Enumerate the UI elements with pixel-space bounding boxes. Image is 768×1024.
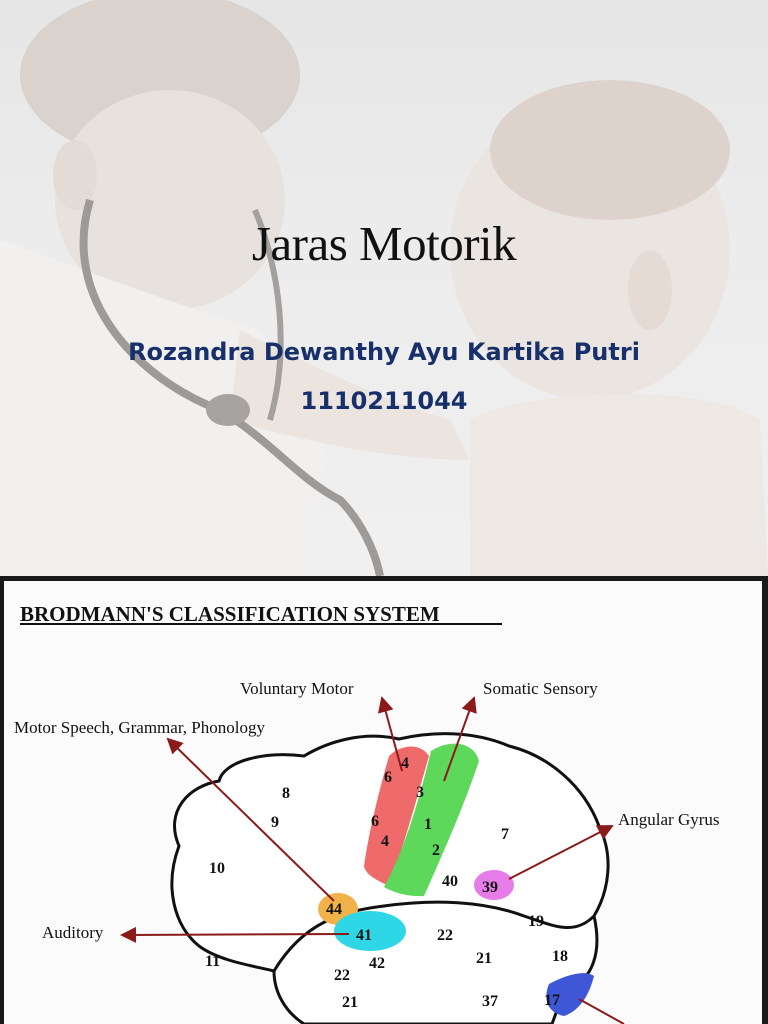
brodmann-slide [0,576,768,1024]
area-4-top: 4 [401,755,409,772]
area-4: 4 [381,833,389,850]
visual-arrow [579,999,624,1024]
auditory-arrow [122,934,349,935]
author-name: Rozandra Dewanthy Ayu Kartika Putri [128,338,640,366]
area-11: 11 [205,953,221,970]
brodmann-diagram [4,581,762,1024]
area-18: 18 [552,948,568,965]
area-2: 2 [432,842,440,859]
area-22-a: 22 [437,927,453,944]
area-21-b: 21 [342,994,358,1011]
auditory-label: Auditory [42,923,104,942]
area-10: 10 [209,860,225,877]
area-22-b: 22 [334,967,350,984]
area-44: 44 [326,901,342,918]
area-37: 37 [482,993,498,1010]
area-3: 3 [416,784,424,801]
area-39: 39 [482,879,498,896]
somatic-sensory-label: Somatic Sensory [483,679,598,698]
angular-gyrus-label: Angular Gyrus [618,810,720,829]
brodmann-figure [4,581,762,1024]
area-40: 40 [442,873,458,890]
area-9: 9 [271,814,279,831]
area-19: 19 [528,913,544,930]
area-1: 1 [424,816,432,833]
motor-speech-label: Motor Speech, Grammar, Phonology [14,718,265,737]
area-41: 41 [356,927,372,944]
voluntary-motor-label: Voluntary Motor [240,679,354,698]
student-id: 1110211044 [300,387,468,415]
area-6-top: 6 [384,769,392,786]
area-21-a: 21 [476,950,492,967]
area-42: 42 [369,955,385,972]
area-8: 8 [282,785,290,802]
slide-title: Jaras Motorik [251,216,517,271]
area-7: 7 [501,826,509,843]
diagram-heading: BRODMANN'S CLASSIFICATION SYSTEM [20,602,440,626]
area-6: 6 [371,813,379,830]
area-17: 17 [544,992,560,1009]
